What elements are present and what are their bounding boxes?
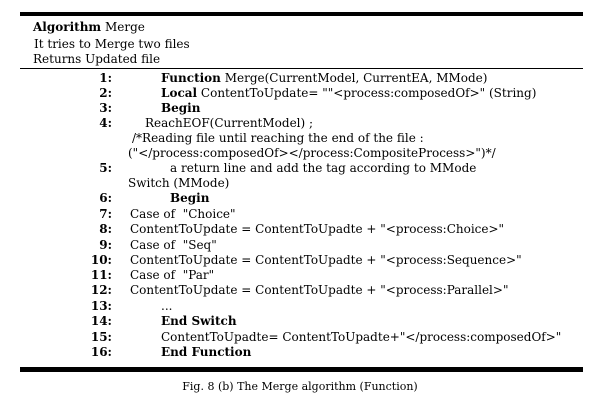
line-code (145, 116, 313, 130)
line-code (130, 268, 214, 282)
line-number: 6: (99, 191, 112, 205)
line-number: 11: (90, 268, 112, 282)
line-code (161, 71, 487, 85)
line-keyword: Begin (170, 191, 210, 205)
algorithm-line (0, 268, 600, 283)
line-keyword: Local (161, 86, 198, 100)
line-number: 7: (99, 207, 112, 221)
line-text: /*Reading file until reaching the end of the file : (132, 131, 424, 145)
line-number: 12: (90, 283, 112, 297)
line-text: ContentToUpdate = ContentToUpadte + "<process:Sequence>" (130, 253, 522, 267)
line-keyword: End Switch (161, 314, 237, 328)
line-number: 5: (99, 161, 112, 175)
algorithm-line (0, 283, 600, 298)
line-text: a return line and add the tag according to MMode (170, 161, 477, 175)
algorithm-returns: Returns Updated file (33, 52, 161, 66)
line-code (130, 207, 236, 221)
line-code (132, 131, 424, 145)
line-text: ContentToUpdate = ContentToUpadte + "<process:Choice>" (130, 222, 505, 236)
line-code (161, 101, 200, 115)
algorithm-line (0, 207, 600, 222)
line-text: ("</process:composedOf></process:CompositeProcess>")*/ (128, 146, 496, 160)
line-text: Case of "Par" (130, 268, 215, 282)
algorithm-line (0, 116, 600, 131)
line-code (161, 314, 237, 328)
bottom-rule (20, 367, 583, 372)
line-number: 4: (99, 116, 112, 130)
line-code (128, 176, 229, 190)
line-number: 8: (99, 222, 112, 236)
line-code (128, 146, 496, 160)
line-code (130, 238, 217, 252)
line-number: 16: (90, 345, 112, 359)
algorithm-description: It tries to Merge two files (34, 37, 190, 51)
line-code (170, 191, 209, 205)
line-text: ReachEOF(CurrentModel) ; (145, 116, 314, 130)
top-rule (20, 12, 583, 16)
algorithm-line (0, 299, 600, 314)
line-code (170, 161, 476, 175)
algorithm-title (33, 20, 145, 34)
line-number: 13: (90, 299, 112, 313)
line-number: 3: (99, 101, 112, 115)
algorithm-line (0, 253, 600, 268)
line-code (161, 330, 561, 344)
line-text: Merge(CurrentModel, CurrentEA, MMode) (220, 71, 488, 85)
algorithm-line (0, 86, 600, 101)
algorithm-line (0, 222, 600, 237)
line-text: Switch (MMode) (128, 176, 230, 190)
line-number: 1: (99, 71, 112, 85)
algorithm-line (0, 238, 600, 253)
algorithm-line (0, 330, 600, 345)
line-text: ContentToUpdate = ContentToUpadte + "<process:Parallel>" (130, 283, 509, 297)
line-text: ContentToUpadte= ContentToUpadte+"</process:composedOf>" (161, 330, 562, 344)
line-code (161, 86, 536, 100)
line-number: 10: (90, 253, 112, 267)
algorithm-line (0, 71, 600, 86)
algorithm-name: Merge (104, 20, 145, 34)
algorithm-keyword: Algorithm (33, 20, 102, 34)
line-code (130, 283, 508, 297)
figure-caption: Fig. 8 (b) The Merge algorithm (Function) (182, 380, 418, 393)
line-code (161, 299, 172, 313)
line-number: 14: (90, 314, 112, 328)
algorithm-line (0, 161, 600, 176)
line-keyword: Function (161, 71, 221, 85)
line-keyword: Begin (161, 101, 201, 115)
algorithm-line (0, 101, 600, 116)
line-text: Case of "Seq" (130, 238, 217, 252)
algorithm-line (0, 131, 600, 146)
line-number: 15: (90, 330, 112, 344)
algorithm-line (0, 191, 600, 206)
line-code (161, 345, 251, 359)
header-rule (20, 68, 583, 69)
line-number: 2: (99, 86, 112, 100)
algorithm-line (0, 345, 600, 360)
algorithm-line (0, 176, 600, 191)
algorithm-line (0, 146, 600, 161)
line-text: ... (161, 299, 173, 313)
line-keyword: End Function (161, 345, 252, 359)
line-code (130, 253, 522, 267)
line-text: Case of "Choice" (130, 207, 236, 221)
line-code (130, 222, 504, 236)
algorithm-line (0, 314, 600, 329)
line-text: ContentToUpdate= ""<process:composedOf>" (String) (197, 86, 537, 100)
line-number: 9: (99, 238, 112, 252)
